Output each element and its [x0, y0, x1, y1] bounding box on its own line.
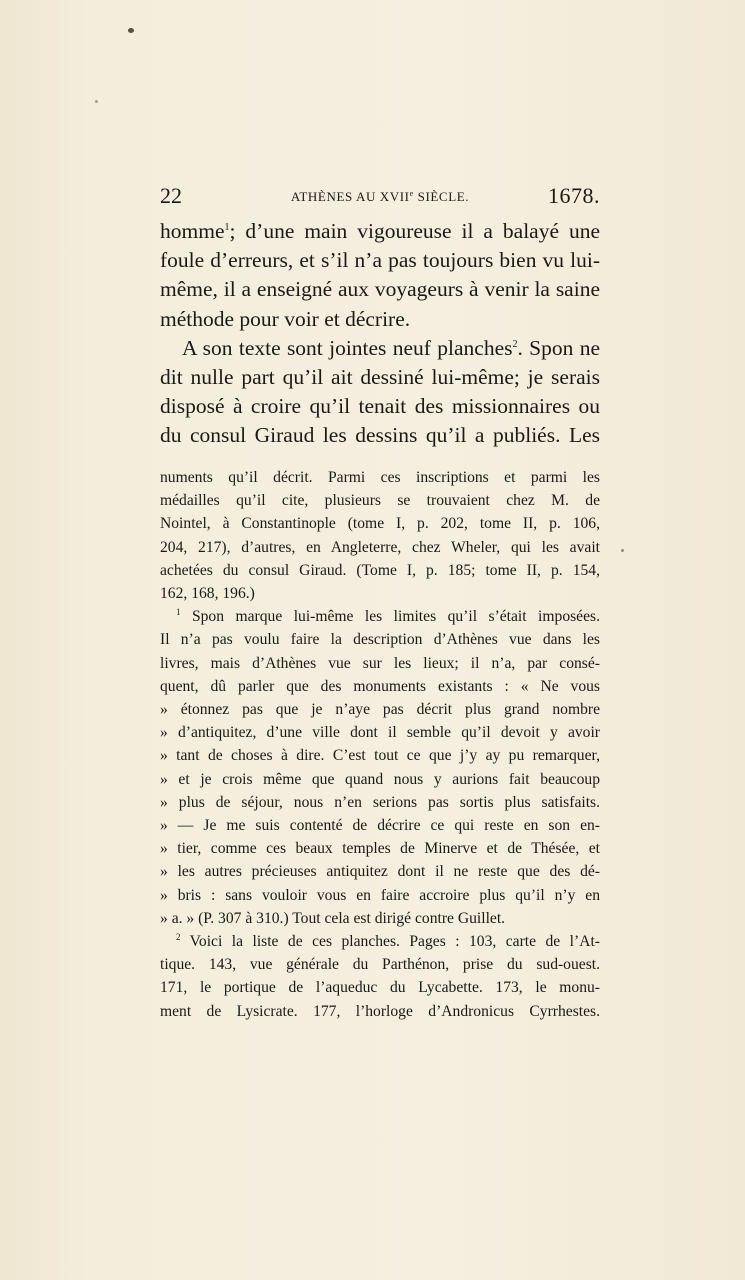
ink-speck: [621, 549, 624, 552]
footnotes: [160, 466, 600, 1023]
footnote-line: Il n’a pas voulu faire la description d’Athènes vue dans les: [160, 631, 600, 649]
running-title: ATHÈNES AU XVIIe SIÈCLE.: [290, 189, 470, 204]
footnote-line: numents qu’il décrit. Parmi ces inscriptions et parmi les: [160, 469, 600, 486]
footnote-2: $^2$ Voici la liste de ces planches. Pages : 103, carte de l’At-: [176, 932, 600, 951]
footnote-line: » tant de choses à dire. C’est tout ce que j’y ay pu remarquer,: [160, 747, 600, 765]
footnote-1: $^1$ Spon marque lui-même les limites qu’il s’était imposées.: [176, 607, 600, 626]
footnote-marker-2: 2: [176, 932, 181, 943]
footnote-line: tique. 143, vue générale du Parthénon, prise du sud-ouest.: [160, 956, 600, 974]
text-line: du consul Giraud les dessins qu’il a publiés. Les: [160, 423, 600, 448]
text-line: dit nulle part qu’il ait dessiné lui-même; je serais: [160, 365, 600, 390]
footnote-line: » étonnez pas que je n’aye pas décrit plus grand nombre: [160, 701, 600, 719]
ink-speck: [128, 28, 134, 33]
text-line: A son texte sont jointes neuf planches$^2$. Spon ne: [182, 335, 600, 360]
footnote-line: » a. » (P. 307 à 310.) Tout cela est dirigé contre Guillet.: [160, 909, 506, 927]
footnote-line: 204, 217), d’autres, en Angleterre, chez Wheler, qui les avait: [160, 538, 600, 556]
text-line: méthode pour voir et décrire.: [160, 306, 411, 331]
footnote-line: achetées du consul Giraud. (Tome I, p. 185; tome II, p. 154,: [160, 561, 600, 579]
footnote-line: Nointel, à Constantinople (tome I, p. 202, tome II, p. 106,: [160, 515, 600, 533]
footnote-line: quent, dû parler que des monuments existants : « Ne vous: [160, 677, 600, 695]
footnote-line: 162, 168, 196.): [160, 585, 255, 603]
running-header: [160, 183, 600, 213]
footnote-line: médailles qu’il cite, plusieurs se trouvaient chez M. de: [160, 492, 600, 510]
footnote-line: » et je crois même que quand nous y aurions fait beaucoup: [160, 770, 600, 788]
footnote-line: » — Je me suis contenté de décrire ce qui reste en son en-: [160, 817, 600, 835]
ink-speck: [95, 100, 98, 103]
text-line: homme$^1$; d’une main vigoureuse il a balayé une: [160, 219, 600, 243]
footnote-line: 171, le portique de l’aqueduc du Lycabette. 173, le monu-: [160, 979, 600, 997]
footnote-ref-2: 2: [512, 338, 518, 350]
footnote-line: » tier, comme ces beaux temples de Minerve et de Thésée, et: [160, 840, 600, 858]
page-number: 22: [160, 183, 182, 208]
footnote-line: » les autres précieuses antiquitez dont il ne reste que des dé-: [160, 863, 600, 881]
footnote-ref-1: 1: [224, 222, 230, 233]
footnote-line: » plus de séjour, nous n’en serions pas sortis plus satisfaits.: [160, 793, 600, 811]
footnote-line: » bris : sans vouloir vous en faire accroire plus qu’il n’y en: [160, 886, 600, 904]
footnote-line: » d’antiquitez, d’une ville dont il semble qu’il devoit y avoir: [160, 724, 600, 742]
footnote-line: ment de Lysicrate. 177, l’horloge d’Andronicus Cyrrhestes.: [160, 1002, 600, 1020]
main-text: [160, 217, 600, 451]
text-line: même, il a enseigné aux voyageurs à venir la saine: [160, 277, 600, 302]
text-line: foule d’erreurs, et s’il n’a pas toujours bien vu lui-: [160, 248, 600, 273]
year-heading: 1678.: [548, 183, 600, 208]
footnote-line: livres, mais d’Athènes vue sur les lieux; il n’a, par consé-: [160, 654, 600, 672]
text-line: disposé à croire qu’il tenait des missionnaires ou: [160, 394, 600, 419]
footnote-marker-1: 1: [176, 607, 181, 618]
